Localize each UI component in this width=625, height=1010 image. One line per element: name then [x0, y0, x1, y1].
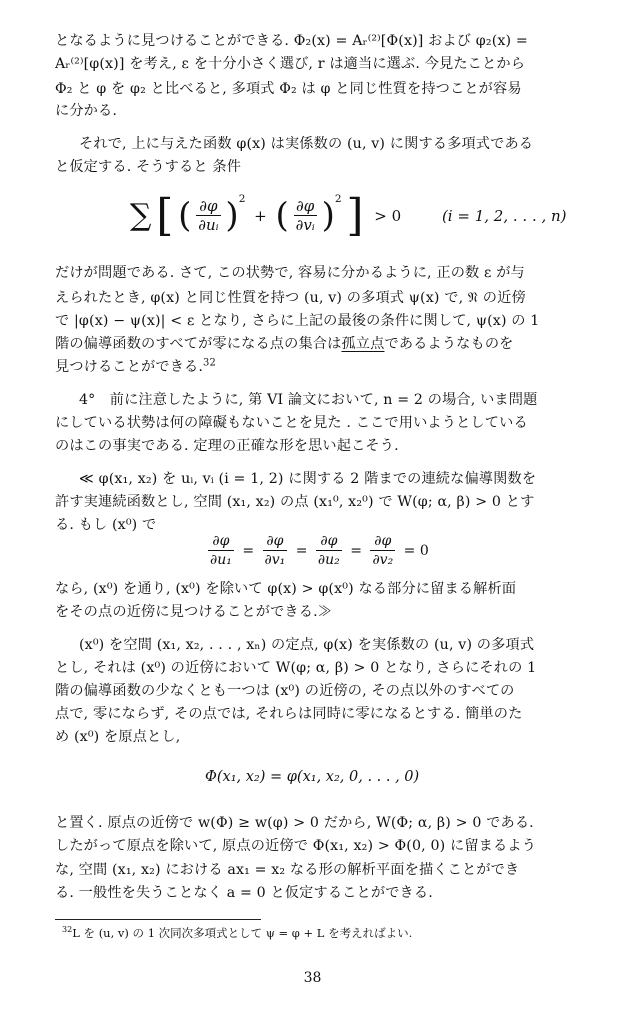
fraction — [316, 532, 342, 569]
text-line: にしている状勢は何の障礙もないことを見た . ここで用いようとしている — [55, 415, 528, 431]
fraction-dphi-dui — [196, 197, 220, 234]
text-line: のはこの事実である. 定理の正確な形を思い起こそう. — [55, 438, 399, 454]
denominator: ∂u₂ — [317, 552, 340, 568]
denominator: ∂uᵢ — [198, 216, 219, 234]
text-line: る. もし (x⁰) で — [55, 517, 157, 533]
denominator: ∂v₁ — [264, 552, 286, 568]
right-paren: ) — [225, 195, 239, 236]
text-line: とし, それは (x⁰) の近傍において W(φ; α, β) > 0 となり, さらにそれの 1 — [55, 660, 537, 676]
page-number: 38 — [303, 970, 322, 986]
text-line: め (x⁰) を原点とし, — [55, 729, 181, 745]
underlined-term: 孤立点 — [341, 336, 385, 352]
text-line: Φ₂ と φ を φ₂ と比べると, 多項式 Φ₂ は φ と同じ性質を持つことが容易 — [55, 81, 522, 97]
fraction — [208, 532, 234, 569]
equals-sign: = — [350, 542, 362, 559]
numerator: ∂φ — [208, 532, 234, 551]
numerator: ∂φ — [370, 532, 395, 551]
plus-sign: + — [254, 206, 267, 225]
exponent: 2 — [334, 192, 342, 205]
text-line-with-underline — [55, 333, 575, 355]
text-line: 許す実連続函数とし, 空間 (x₁, x₂) の点 (x₁⁰, x₂⁰) で W(φ; α, β) > 0 とす — [55, 494, 535, 510]
denominator: ∂v₂ — [372, 552, 394, 568]
equals-sign: = — [242, 542, 255, 559]
text-line: えられたとき, φ(x) と同じ性質を持つ (u, v) の多項式 ψ(x) で, 𝔑 の近傍 — [55, 290, 526, 306]
text-line: なら, (x⁰) を通り, (x⁰) を除いて φ(x) > φ(x⁰) なる部分に留まる解析面 — [55, 581, 517, 597]
sum-sign: ∑ — [130, 198, 152, 233]
footnote — [62, 925, 412, 941]
denominator: ∂vᵢ — [295, 216, 315, 234]
greater-than-zero: > 0 — [374, 206, 402, 225]
index-condition: (i = 1, 2, . . . , n) — [441, 206, 567, 225]
text-line: したがって原点を除いて, 原点の近傍で Φ(x₁, x₂) > Φ(0, 0) に留まるよう — [55, 838, 537, 854]
left-bracket: [ — [156, 190, 174, 241]
exponent: 2 — [238, 192, 246, 205]
text-line: だけが問題である. さて, この状勢で, 容易に分かるように, 正の数 ε が与 — [55, 265, 525, 281]
text-line: に分かる. — [55, 103, 118, 119]
text-line: となるように見つけることができる. Φ₂(x) = Aᵣ⁽²⁾[Φ(x)] および φ₂(x) = — [55, 33, 528, 49]
numerator: ∂φ — [263, 532, 288, 551]
text-line: で |φ(x) − ψ(x)| < ε となり, さらに上記の最後の条件に関して, ψ(x) の 1 — [55, 313, 540, 329]
left-paren: ( — [275, 195, 289, 236]
text-line: それで, 上に与えた函数 φ(x) は実係数の (u, v) に関する多項式である — [79, 136, 534, 152]
numerator: ∂φ — [316, 532, 342, 551]
fraction — [370, 532, 395, 569]
text-line: ≪ φ(x₁, x₂) を uᵢ, vᵢ (i = 1, 2) に関する 2 階までの連続な偏導関数を — [79, 471, 537, 487]
footnote-mark: 32 — [62, 925, 73, 935]
fraction-dphi-dvi — [294, 197, 317, 234]
numerator: ∂φ — [196, 197, 220, 216]
equals-zero: = 0 — [403, 542, 429, 559]
text-span: であるようなものを — [384, 336, 514, 352]
text-line: と置く. 原点の近傍で w(Φ) ≥ w(φ) > 0 だから, W(Φ; α, β) > 0 である. — [55, 815, 534, 831]
sum-condition-equation — [130, 190, 567, 250]
footnote-ref: 32 — [203, 357, 216, 369]
text-line: をその点の近傍に見つけることができる.≫ — [55, 604, 333, 620]
denominator: ∂u₁ — [210, 552, 232, 568]
right-paren: ) — [321, 195, 335, 236]
text-line: 点で, 零にならず, その点では, それらは同時に零になるとする. 簡単のた — [55, 706, 523, 722]
footnote-rule — [55, 919, 261, 920]
text-line: 階の偏導函数の少なくとも一つは (x⁰) の近傍の, その点以外のすべての — [55, 683, 515, 699]
fraction — [263, 532, 288, 569]
text-span: 見つけることができる. — [55, 359, 204, 375]
left-paren: ( — [178, 195, 192, 236]
partial-derivatives-equation — [208, 532, 429, 569]
text-line: る. 一般性を失うことなく a = 0 と仮定することができる. — [55, 885, 433, 901]
text-line: 4° 前に注意したように, 第 VI 論文において, n = 2 の場合, いま問題 — [79, 392, 538, 408]
text-line: と仮定する. そうすると 条件 — [55, 159, 242, 175]
text-line: な, 空間 (x₁, x₂) における ax₁ = x₂ なる形の解析平面を描くことができ — [55, 862, 520, 878]
text-line: (x⁰) を空間 (x₁, x₂, . . . , xₙ) の定点, φ(x) を実係数の (u, v) の多項式 — [79, 637, 535, 653]
equals-sign: = — [295, 542, 308, 559]
numerator: ∂φ — [294, 197, 317, 216]
text-line: Aᵣ⁽²⁾[φ(x)] を考え, ε を十分小さく選び, r は適当に選ぶ. 今見たことから — [55, 56, 526, 72]
text-line — [55, 356, 575, 378]
text-span: 階の偏導函数のすべてが零になる点の集合は — [55, 336, 342, 352]
right-bracket: ] — [346, 190, 364, 241]
phi-definition-equation: Φ(x₁, x₂) = φ(x₁, x₂, 0, . . . , 0) — [205, 769, 420, 785]
footnote-text: L を (u, v) の 1 次同次多項式として ψ = φ + L を考えればよい. — [72, 926, 413, 940]
